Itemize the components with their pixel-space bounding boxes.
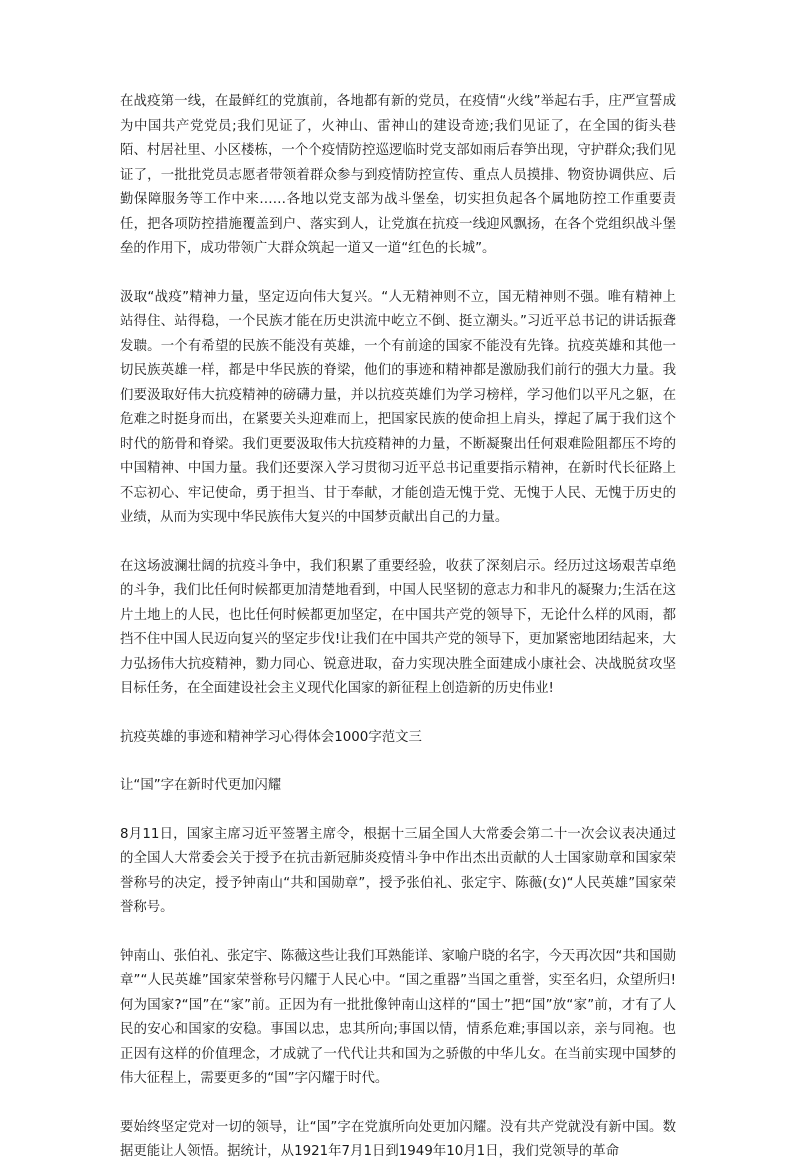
- paragraph-gap: [120, 702, 676, 726]
- paragraph-gap: [120, 799, 676, 823]
- paragraph-gap: [120, 750, 676, 774]
- document-page: [120, 90, 676, 1165]
- paragraph-gap: [120, 1092, 676, 1116]
- paragraph-spirit-strength: 汲取“战疫”精神力量，坚定迈向伟大复兴。“人无精神则不立，国无精神则不强。唯有精神上站得住、站得稳，一个民族才能在历史洪流中屹立不倒、挺立潮头。”习近平总书记的讲话振聋发聩。一个有希望的民族不能没有英雄，一个有前途的国家不能没有先锋。抗疫英雄和其他一切民族英雄一样，都是中华民族的脊梁，他们的事迹和精神都是激励我们前行的强大力量。我们要汲取好伟大抗疫精神的磅礴力量，并以抗疫英雄们为学习榜样，学习他们以平凡之躯，在危难之时挺身而出，在紧要关头迎难而上，把国家民族的使命担上肩头，撑起了属于我们这个时代的筋骨和脊梁。我们更要汲取伟大抗疫精神的力量，不断凝聚出任何艰难险阻都压不垮的中国精神、中国力量。我们还要深入学习贯彻习近平总书记重要指示精神，在新时代长征路上不忘初心、牢记使命，勇于担当、甘于奉献，才能创造无愧于党、无愧于人民、无愧于历史的业绩，从而为实现中华民族伟大复兴的中国梦贡献出自己的力量。: [120, 289, 676, 525]
- article-title: 让“国”字在新时代更加闪耀: [120, 778, 282, 793]
- paragraph-gap: [120, 262, 676, 286]
- paragraph-party-leadership: 要始终坚定党对一切的领导，让“国”字在党旗所向处更加闪耀。没有共产党就没有新中国。数据更能让人领悟。据统计，从1921年7月1日到1949年10月1日，我们党领导的革命: [120, 1119, 676, 1159]
- paragraph-award-news: 8月11日，国家主席习近平签署主席令，根据十三届全国人大常委会第二十一次会议表决通过的全国人大常委会关于授予在抗击新冠肺炎疫情斗争中作出杰出贡献的人士国家勋章和国家荣誉称号的决定，授予钟南山“共和国勋章”，授予张伯礼、张定宇、陈薇(女)“人民英雄”国家荣誉称号。: [120, 826, 676, 915]
- paragraph-experience: 在这场波澜壮阔的抗疫斗争中，我们积累了重要经验，收获了深刻启示。经历过这场艰苦卓绝的斗争，我们比任何时候都更加清楚地看到，中国人民坚韧的意志力和非凡的凝聚力;生活在这片土地上的人民，也比任何时候都更加坚定，在中国共产党的领导下，无论什么样的风雨，都挡不住中国人民迈向复兴的坚定步伐!让我们在中国共产党的领导下，更加紧密地团结起来，大力弘扬伟大抗疫精神，勠力同心、锐意进取，奋力实现决胜全面建成小康社会、决战脱贫攻坚目标任务，在全面建设社会主义现代化国家的新征程上创造新的历史伟业!: [120, 558, 676, 696]
- paragraph-heroes-names: 钟南山、张伯礼、张定宇、陈薇这些让我们耳熟能详、家喻户晓的名字，今天再次因“共和国勋章”“人民英雄”国家荣誉称号闪耀于人民心中。“国之重器”当国之重誉，实至名归，众望所归!何为国家?“国”在“家”前。正因为有一批批像钟南山这样的“国士”把“国”放“家”前，才有了人民的安心和国家的安稳。事国以忠，忠其所向;事国以情，情系危难;事国以亲，亲与同袍。也正因有这样的价值理念，才成就了一代代让共和国为之骄傲的中华儿女。在当前实现中国梦的伟大征程上，需要更多的“国”字闪耀于时代。: [120, 948, 676, 1086]
- paragraph-battle-front: 在战疫第一线，在最鲜红的党旗前，各地都有新的党员，在疫情“火线”举起右手，庄严宣誓成为中国共产党党员;我们见证了，火神山、雷神山的建设奇迹;我们见证了，在全国的街头巷陌、村居社里、小区楼栋，一个个疫情防控巡逻临时党支部如雨后春笋出现，守护群众;我们见证了，一批批党员志愿者带领着群众参与到疫情防控宣传、重点人员摸排、物资协调供应、后勤保障服务等工作中来……各地以党支部为战斗堡垒，切实担负起各个属地防控工作重要责任，把各项防控措施覆盖到户、落实到人，让党旗在抗疫一线迎风飘扬，在各个党组织战斗堡垒的作用下，成功带领广大群众筑起一道又一道“红色的长城”。: [120, 94, 676, 256]
- section-title: 抗疫英雄的事迹和精神学习心得体会1000字范文三: [120, 729, 422, 745]
- paragraph-gap: [120, 921, 676, 945]
- paragraph-gap: [120, 531, 676, 555]
